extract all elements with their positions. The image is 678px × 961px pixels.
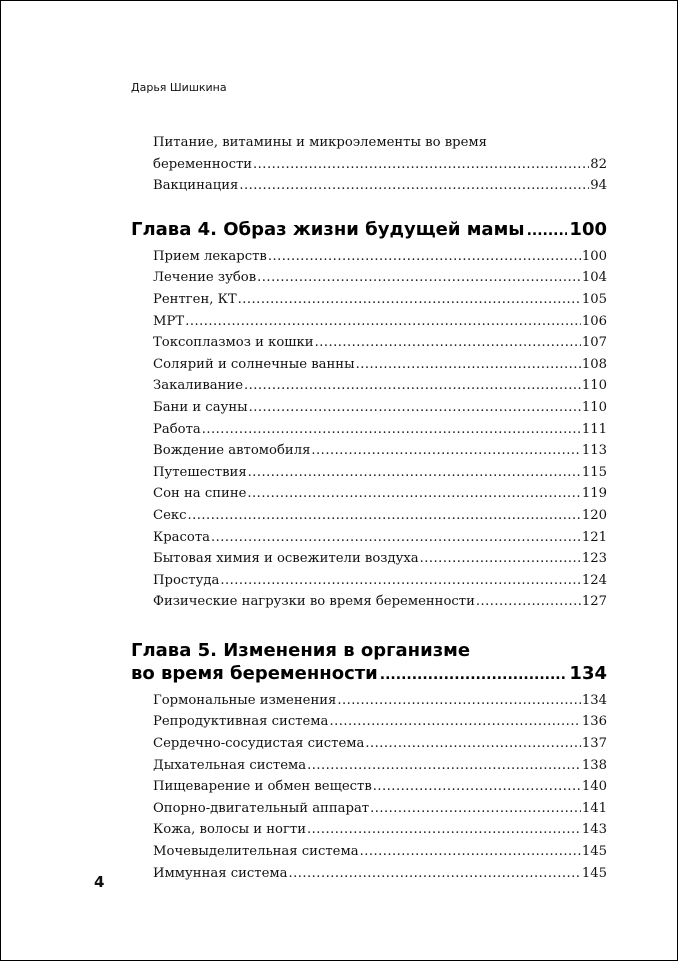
dot-leader <box>329 711 580 733</box>
chapter-page: 134 <box>569 662 607 684</box>
toc-entry-page: 134 <box>581 692 607 708</box>
dot-leader <box>311 440 580 462</box>
page-number: 4 <box>94 873 105 891</box>
toc-entry[interactable] <box>131 711 607 733</box>
toc-entry[interactable] <box>131 690 607 712</box>
toc-entry-page: 110 <box>581 399 607 415</box>
dot-leader <box>220 570 581 592</box>
toc-entry[interactable] <box>131 548 607 570</box>
dot-leader <box>202 419 581 441</box>
toc-entry-title: Мочевыделительная система <box>153 844 359 860</box>
toc-entry-page: 106 <box>581 313 607 329</box>
toc-entry-page: 105 <box>581 291 607 307</box>
toc-entry-title: Гормональные изменения <box>153 692 337 708</box>
toc-entry-title: Иммунная система <box>153 865 288 881</box>
toc-entry-title: Вождение автомобиля <box>153 443 311 459</box>
dot-leader <box>370 798 581 820</box>
dot-leader <box>380 664 568 687</box>
toc-entry-page: 137 <box>581 736 607 752</box>
dot-leader <box>356 354 581 376</box>
dot-leader <box>248 462 581 484</box>
toc-entry-page: 121 <box>581 529 607 545</box>
dot-leader <box>253 154 589 176</box>
chapter-title: Глава 4. Образ жизни будущей мамы <box>131 218 525 240</box>
toc-entry[interactable] <box>131 863 607 885</box>
dot-leader <box>289 863 581 885</box>
toc-entry-title: Простуда <box>153 572 220 588</box>
dot-leader <box>420 548 581 570</box>
dot-leader <box>249 397 581 419</box>
dot-leader <box>307 819 581 841</box>
toc-entry[interactable] <box>131 332 607 354</box>
toc-entry-page: 143 <box>581 822 607 838</box>
chapter-5-entries <box>131 690 607 884</box>
toc-entry[interactable] <box>131 462 607 484</box>
toc-entry-page: 136 <box>581 714 607 730</box>
toc-entry[interactable] <box>131 375 607 397</box>
toc-entry-title: Репродуктивная система <box>153 714 329 730</box>
chapter-4-heading[interactable] <box>131 218 607 243</box>
toc-entry-title: Кожа, волосы и ногти <box>153 822 306 838</box>
toc-entry-page: 141 <box>581 800 607 816</box>
toc-entry-title: Сон на спине <box>153 486 247 502</box>
toc-entry[interactable] <box>131 591 607 613</box>
toc-entry-title: Пищеварение и обмен веществ <box>153 779 372 795</box>
chapter-5-heading[interactable] <box>131 639 607 687</box>
toc-entry[interactable] <box>131 527 607 549</box>
dot-leader <box>257 267 581 289</box>
toc-entry-title: Сердечно-сосудистая система <box>153 736 365 752</box>
toc-entry-title: Солярий и солнечные ванны <box>153 356 355 372</box>
toc-entry[interactable] <box>131 841 607 863</box>
toc-entry[interactable] <box>131 483 607 505</box>
dot-leader <box>360 841 581 863</box>
dot-leader <box>337 690 580 712</box>
toc-entry[interactable] <box>131 354 607 376</box>
toc-entry[interactable] <box>131 267 607 289</box>
toc-entry[interactable] <box>131 289 607 311</box>
dot-leader <box>268 246 581 268</box>
toc-entry-page: 111 <box>581 421 607 437</box>
toc-entry-page: 119 <box>581 486 607 502</box>
toc-entry[interactable] <box>131 440 607 462</box>
table-of-contents <box>131 132 607 884</box>
dot-leader <box>238 289 581 311</box>
toc-entry-title: Рентген, КТ <box>153 291 237 307</box>
toc-entry-page: 145 <box>581 844 607 860</box>
toc-entry-page: 100 <box>581 248 607 264</box>
toc-entry-title: Бани и сауны <box>153 399 248 415</box>
chapter-4-entries <box>131 246 607 613</box>
dot-leader <box>365 733 580 755</box>
dot-leader <box>247 483 580 505</box>
toc-entry-title: Лечение зубов <box>153 270 257 286</box>
toc-entry[interactable] <box>131 733 607 755</box>
toc-entry-page: 138 <box>581 757 607 773</box>
toc-entry-title: Физические нагрузки во время беременности <box>153 594 475 610</box>
toc-entry[interactable] <box>131 132 607 175</box>
dot-leader <box>244 375 581 397</box>
toc-entry-title: Дыхательная система <box>153 757 307 773</box>
toc-entry-page: 110 <box>581 378 607 394</box>
toc-entry[interactable] <box>131 819 607 841</box>
toc-entry[interactable] <box>131 397 607 419</box>
toc-entry[interactable] <box>131 419 607 441</box>
dot-leader <box>185 311 581 333</box>
chapter-page: 100 <box>569 218 607 240</box>
toc-entry-page: 140 <box>581 779 607 795</box>
dot-leader <box>373 776 581 798</box>
toc-entry[interactable] <box>131 246 607 268</box>
chapter-title-line2: во время беременности <box>131 662 378 684</box>
toc-entry-title: Путешествия <box>153 464 247 480</box>
toc-entry-page: 115 <box>581 464 607 480</box>
dot-leader <box>527 220 568 243</box>
toc-entry-title: Бытовая химия и освежители воздуха <box>153 551 419 567</box>
dot-leader <box>239 175 589 197</box>
toc-entry-title: Секс <box>153 507 187 523</box>
toc-entry-page: 107 <box>581 335 607 351</box>
toc-entry[interactable] <box>131 505 607 527</box>
toc-entry[interactable] <box>131 175 607 197</box>
toc-entry-page: 82 <box>590 156 607 172</box>
dot-leader <box>315 332 581 354</box>
toc-entry-title: Закаливание <box>153 378 244 394</box>
toc-entry[interactable] <box>131 570 607 592</box>
toc-entry-title-line1: Питание, витамины и микроэлементы во время <box>153 135 487 150</box>
toc-entry-page: 108 <box>581 356 607 372</box>
toc-entry-page: 127 <box>581 594 607 610</box>
toc-entry-title: Токсоплазмоз и кошки <box>153 335 314 351</box>
toc-entry[interactable] <box>131 776 607 798</box>
toc-entry-page: 120 <box>581 507 607 523</box>
toc-entry-page: 123 <box>581 551 607 567</box>
running-head-author: Дарья Шишкина <box>131 81 227 94</box>
toc-entry-page: 104 <box>581 270 607 286</box>
toc-entry-title: МРТ <box>153 313 185 329</box>
toc-entry-page: 94 <box>590 178 607 194</box>
dot-leader <box>307 755 581 777</box>
toc-entry[interactable] <box>131 311 607 333</box>
toc-entry-title: Прием лекарств <box>153 248 267 264</box>
toc-entry-page: 124 <box>581 572 607 588</box>
dot-leader <box>211 527 581 549</box>
toc-entry[interactable] <box>131 798 607 820</box>
toc-entry-page: 113 <box>581 443 607 459</box>
dot-leader <box>188 505 581 527</box>
toc-entry-title: Опорно-двигательный аппарат <box>153 800 370 816</box>
toc-entry-title-line2: беременности <box>153 156 253 172</box>
toc-entry-title: Работа <box>153 421 201 437</box>
toc-entry-title: Красота <box>153 529 210 545</box>
chapter-title-line1: Глава 5. Изменения в организме <box>131 639 471 661</box>
toc-entry[interactable] <box>131 755 607 777</box>
toc-entry-title: Вакцинация <box>153 178 239 194</box>
toc-entry-page: 145 <box>581 865 607 881</box>
dot-leader <box>476 591 581 613</box>
